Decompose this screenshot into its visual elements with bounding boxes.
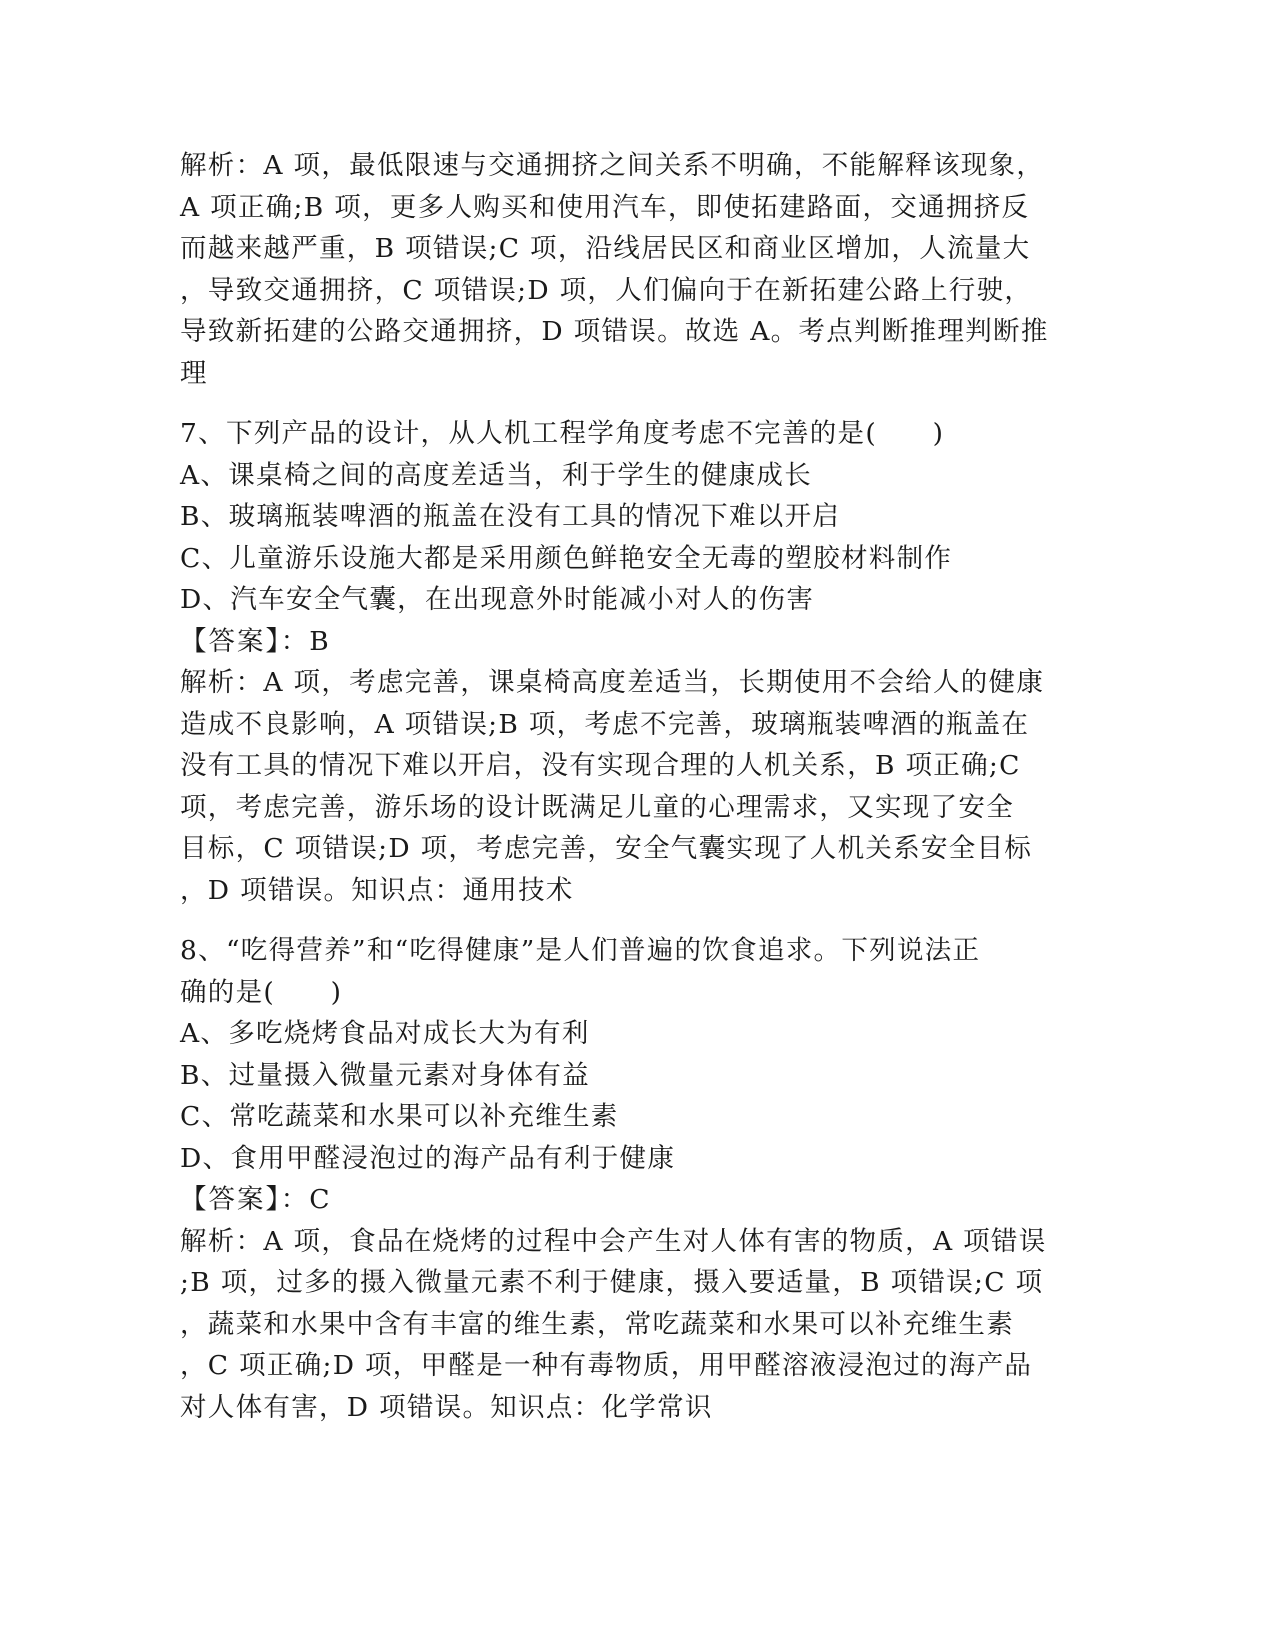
- analysis-line: ，C 项正确;D 项，甲醛是一种有毒物质，用甲醛溶液浸泡过的海产品: [180, 1350, 1033, 1381]
- question-8: [180, 930, 1050, 1428]
- question-stem: 7、下列产品的设计，从人机工程学角度考虑不完善的是( ): [180, 418, 945, 449]
- option-d: D、汽车安全气囊，在出现意外时能减小对人的伤害: [180, 584, 815, 615]
- option-a: A、课桌椅之间的高度差适当，利于学生的健康成长: [180, 459, 813, 491]
- analysis-line: 而越来越严重，B 项错误;C 项，沿线居民区和商业区增加，人流量大: [180, 233, 1031, 264]
- analysis-line: ，D 项错误。知识点：通用技术: [180, 874, 574, 906]
- question-stem: 8、“吃得营养”和“吃得健康”是人们普遍的饮食追求。下列说法正: [180, 935, 981, 966]
- analysis-line: 项，考虑完善，游乐场的设计既满足儿童的心理需求，又实现了安全: [180, 791, 1014, 823]
- analysis-line: ，蔬菜和水果中含有丰富的维生素，常吃蔬菜和水果可以补充维生素: [180, 1308, 1014, 1340]
- analysis-block-q6: [180, 145, 1050, 394]
- analysis-line: 导致新拓建的公路交通拥挤，D 项错误。故选 A。考点判断推理判断推: [180, 316, 1049, 347]
- answer-label: 【答案】：C: [180, 1184, 332, 1215]
- analysis-line: 目标，C 项错误;D 项，考虑完善，安全气囊实现了人机关系安全目标: [180, 833, 1033, 864]
- option-d: D、食用甲醛浸泡过的海产品有利于健康: [180, 1142, 676, 1174]
- analysis-line: 没有工具的情况下难以开启，没有实现合理的人机关系，B 项正确;C: [180, 750, 1021, 781]
- option-a: A、多吃烧烤食品对成长大为有利: [180, 1018, 590, 1049]
- question-7: [180, 413, 1050, 911]
- document-page: [180, 145, 1050, 1428]
- option-c: C、常吃蔬菜和水果可以补充维生素: [180, 1101, 619, 1132]
- analysis-line: A 项正确;B 项，更多人购买和使用汽车，即使拓建路面，交通拥挤反: [180, 191, 1030, 223]
- answer-label: 【答案】：B: [180, 625, 331, 657]
- analysis-line: 造成不良影响，A 项错误;B 项，考虑不完善，玻璃瓶装啤酒的瓶盖在: [180, 708, 1030, 740]
- analysis-line: ，导致交通拥挤，C 项错误;D 项，人们偏向于在新拓建公路上行驶，: [180, 274, 1033, 306]
- option-c: C、儿童游乐设施大都是采用颜色鲜艳安全无毒的塑胶材料制作: [180, 542, 953, 574]
- block-spacer: [180, 911, 1050, 930]
- question-stem: 确的是( ): [180, 976, 343, 1008]
- option-b: B、过量摄入微量元素对身体有益: [180, 1059, 590, 1091]
- analysis-line: 解析：A 项，考虑完善，课桌椅高度差适当，长期使用不会给人的健康: [180, 667, 1045, 698]
- analysis-line: ;B 项，过多的摄入微量元素不利于健康，摄入要适量，B 项错误;C 项: [180, 1267, 1044, 1298]
- analysis-line: 解析：A 项，食品在烧烤的过程中会产生对人体有害的物质，A 项错误: [180, 1225, 1047, 1257]
- block-spacer: [180, 394, 1050, 413]
- analysis-line: 对人体有害，D 项错误。知识点：化学常识: [180, 1391, 713, 1423]
- analysis-line: 理: [180, 357, 208, 389]
- option-b: B、玻璃瓶装啤酒的瓶盖在没有工具的情况下难以开启: [180, 501, 841, 532]
- analysis-line: 解析：A 项，最低限速与交通拥挤之间关系不明确，不能解释该现象，: [180, 150, 1045, 181]
